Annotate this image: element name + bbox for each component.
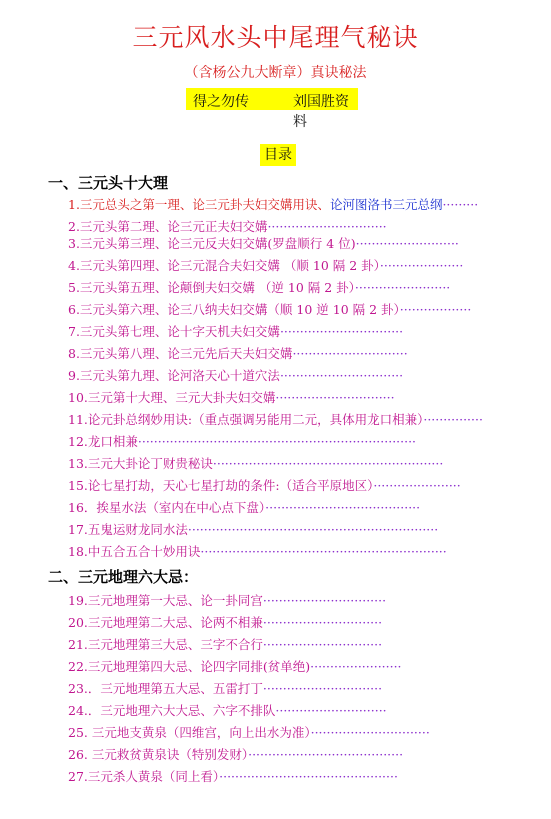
toc-entry[interactable]: 9.三元头第九理、论河洛天心十道穴法·······························	[68, 368, 404, 383]
toc-entry[interactable]: 22.三元地理第四大忌、论四字同排(贫单绝)·······················	[68, 659, 402, 674]
left-note: 得之勿传	[193, 94, 249, 110]
toc-entry[interactable]: 11.论元卦总纲妙用诀:（重点强调另能用二元，具体用龙口相兼）···············	[68, 412, 483, 427]
toc-entry[interactable]: 4.三元头第四理、论三元混合夫妇交媾 （顺 10 隔 2 卦）·····················	[68, 258, 464, 273]
toc-entry[interactable]: 10.三元第十大理、三元大卦夫妇交媾······························	[68, 390, 395, 405]
toc-entry[interactable]: 13.三元大卦论丁财贵秘诀··························································	[68, 456, 444, 471]
right-note: 刘国胜资料	[293, 94, 349, 130]
section-heading-2: 二、三元地理六大忌：	[48, 568, 199, 586]
toc-entry[interactable]: 23.．三元地理第五大忌、五雷打丁······························	[68, 681, 383, 696]
toc-entry[interactable]: 21.三元地理第三大忌、三字不合行······························	[68, 637, 383, 652]
toc-entry[interactable]: 18.中五合五合十妙用诀······························································	[68, 544, 447, 559]
highlight-bar	[186, 88, 358, 130]
toc-entry[interactable]: 15.论七星打劫，天心七星打劫的条件:（适合平原地区）······················	[68, 478, 461, 493]
toc-entry[interactable]: 19.三元地理第一大忌、论一卦同宫·······························	[68, 593, 387, 608]
toc-entry[interactable]: 24.．三元地理六大大忌、六字不排队····························	[68, 703, 387, 718]
toc-entry[interactable]: 2.三元头第二理、论三元正夫妇交媾······························	[68, 219, 387, 234]
toc-entry[interactable]: 5.三元头第五理、论颠倒夫妇交媾 （逆 10 隔 2 卦）························	[68, 280, 451, 295]
toc-label: 目录	[260, 144, 296, 166]
toc-entry[interactable]: 27.三元杀人黄泉（同上看）·············································	[68, 769, 398, 784]
toc-entry[interactable]: 1.三元总头之第一理、论三元卦夫妇交媾用诀、论河图洛书三元总纲·········	[68, 197, 479, 212]
toc-entry[interactable]: 25. 三元地支黄泉（四维宫，向上出水为准）······························	[68, 725, 430, 740]
toc-entry[interactable]: 8.三元头第八理、论三元先后天夫妇交媾·····························	[68, 346, 408, 361]
toc-entry[interactable]: 17.五鬼运财龙同水法·······························································	[68, 522, 439, 537]
toc-entry[interactable]: 3.三元头第三理、论三元反夫妇交媾(罗盘顺行 4 位)··························	[68, 236, 459, 251]
toc-entry[interactable]: 7.三元头第七理、论十字天机夫妇交媾·······························	[68, 324, 404, 339]
toc-entry[interactable]: 16．挨星水法（室内在中心点下盘）·······································	[68, 500, 421, 515]
toc-entry[interactable]: 20.三元地理第二大忌、论两不相兼······························	[68, 615, 383, 630]
page-title: 三元风水头中尾理气秘诀	[132, 23, 419, 52]
toc-entry[interactable]: 12.龙口相兼······································································	[68, 434, 417, 449]
page-subtitle: （含杨公九大断章）真诀秘法	[184, 65, 367, 81]
section-heading-1: 一、三元头十大理	[48, 174, 169, 192]
toc-entry[interactable]: 26. 三元救贫黄泉诀（特别发财）·······································	[68, 747, 404, 762]
toc-entry[interactable]: 6.三元头第六理、论三八纳夫妇交媾（顺 10 逆 10 隔 2 卦）··················	[68, 302, 472, 317]
